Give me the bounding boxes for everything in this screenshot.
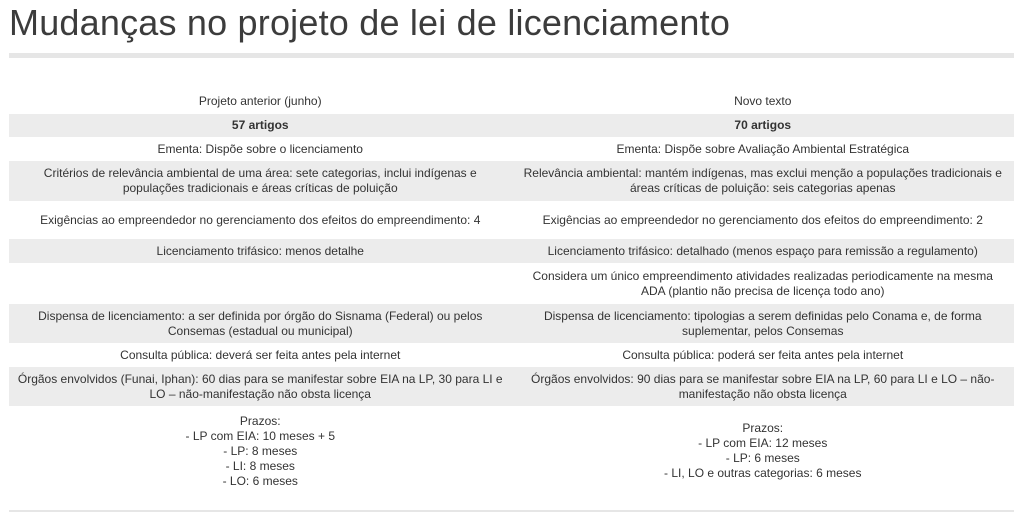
table-row <box>9 263 1014 304</box>
prazos-line: - LO: 6 meses <box>222 473 298 488</box>
cell-left: Critérios de relevância ambiental de uma área: sete categorias, inclui indígenas e populações tradicionais e áreas críticas de poluição <box>9 161 512 201</box>
table-row-prazos <box>9 406 1014 496</box>
header-previous-project: Projeto anterior (junho) <box>9 88 512 114</box>
cell-right: 70 artigos <box>512 114 1015 137</box>
table-row <box>9 343 1014 367</box>
prazos-line: Prazos: <box>742 421 784 435</box>
cell-right: Considera um único empreendimento atividades realizadas periodicamente na mesma ADA (plantio não precisa de licença todo ano) <box>512 263 1015 304</box>
cell-right: Órgãos envolvidos: 90 dias para se manifestar sobre EIA na LP, 60 para LI e LO – não-manifestação não obsta licença <box>512 367 1015 406</box>
cell-right-prazos <box>512 406 1015 496</box>
table-row <box>9 239 1014 263</box>
table-row <box>9 304 1014 343</box>
page-title: Mudanças no projeto de lei de licenciamento <box>9 2 731 43</box>
comparison-table <box>9 88 1014 496</box>
title-divider <box>9 53 1014 58</box>
cell-right: Licenciamento trifásico: detalhado (menos espaço para remissão a regulamento) <box>512 239 1015 263</box>
cell-left: Licenciamento trifásico: menos detalhe <box>9 239 512 263</box>
cell-right: Relevância ambiental: mantém indígenas, mas exclui menção a populações tradicionais e áreas críticas de poluição: seis categorias apenas <box>512 161 1015 201</box>
header-new-text: Novo texto <box>512 88 1015 114</box>
table-row <box>9 367 1014 406</box>
prazos-line: - LP: 6 meses <box>725 451 800 465</box>
cell-left: Consulta pública: deverá ser feita antes pela internet <box>9 343 512 367</box>
table-row <box>9 161 1014 201</box>
table-row <box>9 137 1014 161</box>
bottom-divider <box>9 510 1014 512</box>
table-row <box>9 114 1014 137</box>
cell-left: Ementa: Dispõe sobre o licenciamento <box>9 137 512 161</box>
prazos-line: Prazos: <box>239 413 281 428</box>
prazos-line: - LP com EIA: 10 meses + 5 <box>185 428 335 443</box>
cell-right: Exigências ao empreendedor no gerenciamento dos efeitos do empreendimento: 2 <box>512 201 1015 239</box>
cell-left: Órgãos envolvidos (Funai, Iphan): 60 dias para se manifestar sobre EIA na LP, 30 para LI e LO – não-manifestação não obsta licença <box>9 367 512 406</box>
cell-left <box>9 263 512 304</box>
cell-left: Exigências ao empreendedor no gerenciamento dos efeitos do empreendimento: 4 <box>9 201 512 239</box>
cell-right: Consulta pública: poderá ser feita antes pela internet <box>512 343 1015 367</box>
cell-left: Dispensa de licenciamento: a ser definida por órgão do Sisnama (Federal) ou pelos Consemas (estadual ou municipal) <box>9 304 512 343</box>
cell-left-prazos <box>9 406 512 496</box>
prazos-line: - LI: 8 meses <box>225 458 295 473</box>
cell-right: Ementa: Dispõe sobre Avaliação Ambiental Estratégica <box>512 137 1015 161</box>
prazos-line: - LP: 8 meses <box>223 443 298 458</box>
prazos-line: - LI, LO e outras categorias: 6 meses <box>664 466 862 480</box>
cell-left: 57 artigos <box>9 114 512 137</box>
table-header-row <box>9 88 1014 114</box>
prazos-line: - LP com EIA: 12 meses <box>698 436 828 450</box>
cell-right: Dispensa de licenciamento: tipologias a serem definidas pelo Conama e, de forma suplementar, pelos Consemas <box>512 304 1015 343</box>
table-row <box>9 201 1014 239</box>
